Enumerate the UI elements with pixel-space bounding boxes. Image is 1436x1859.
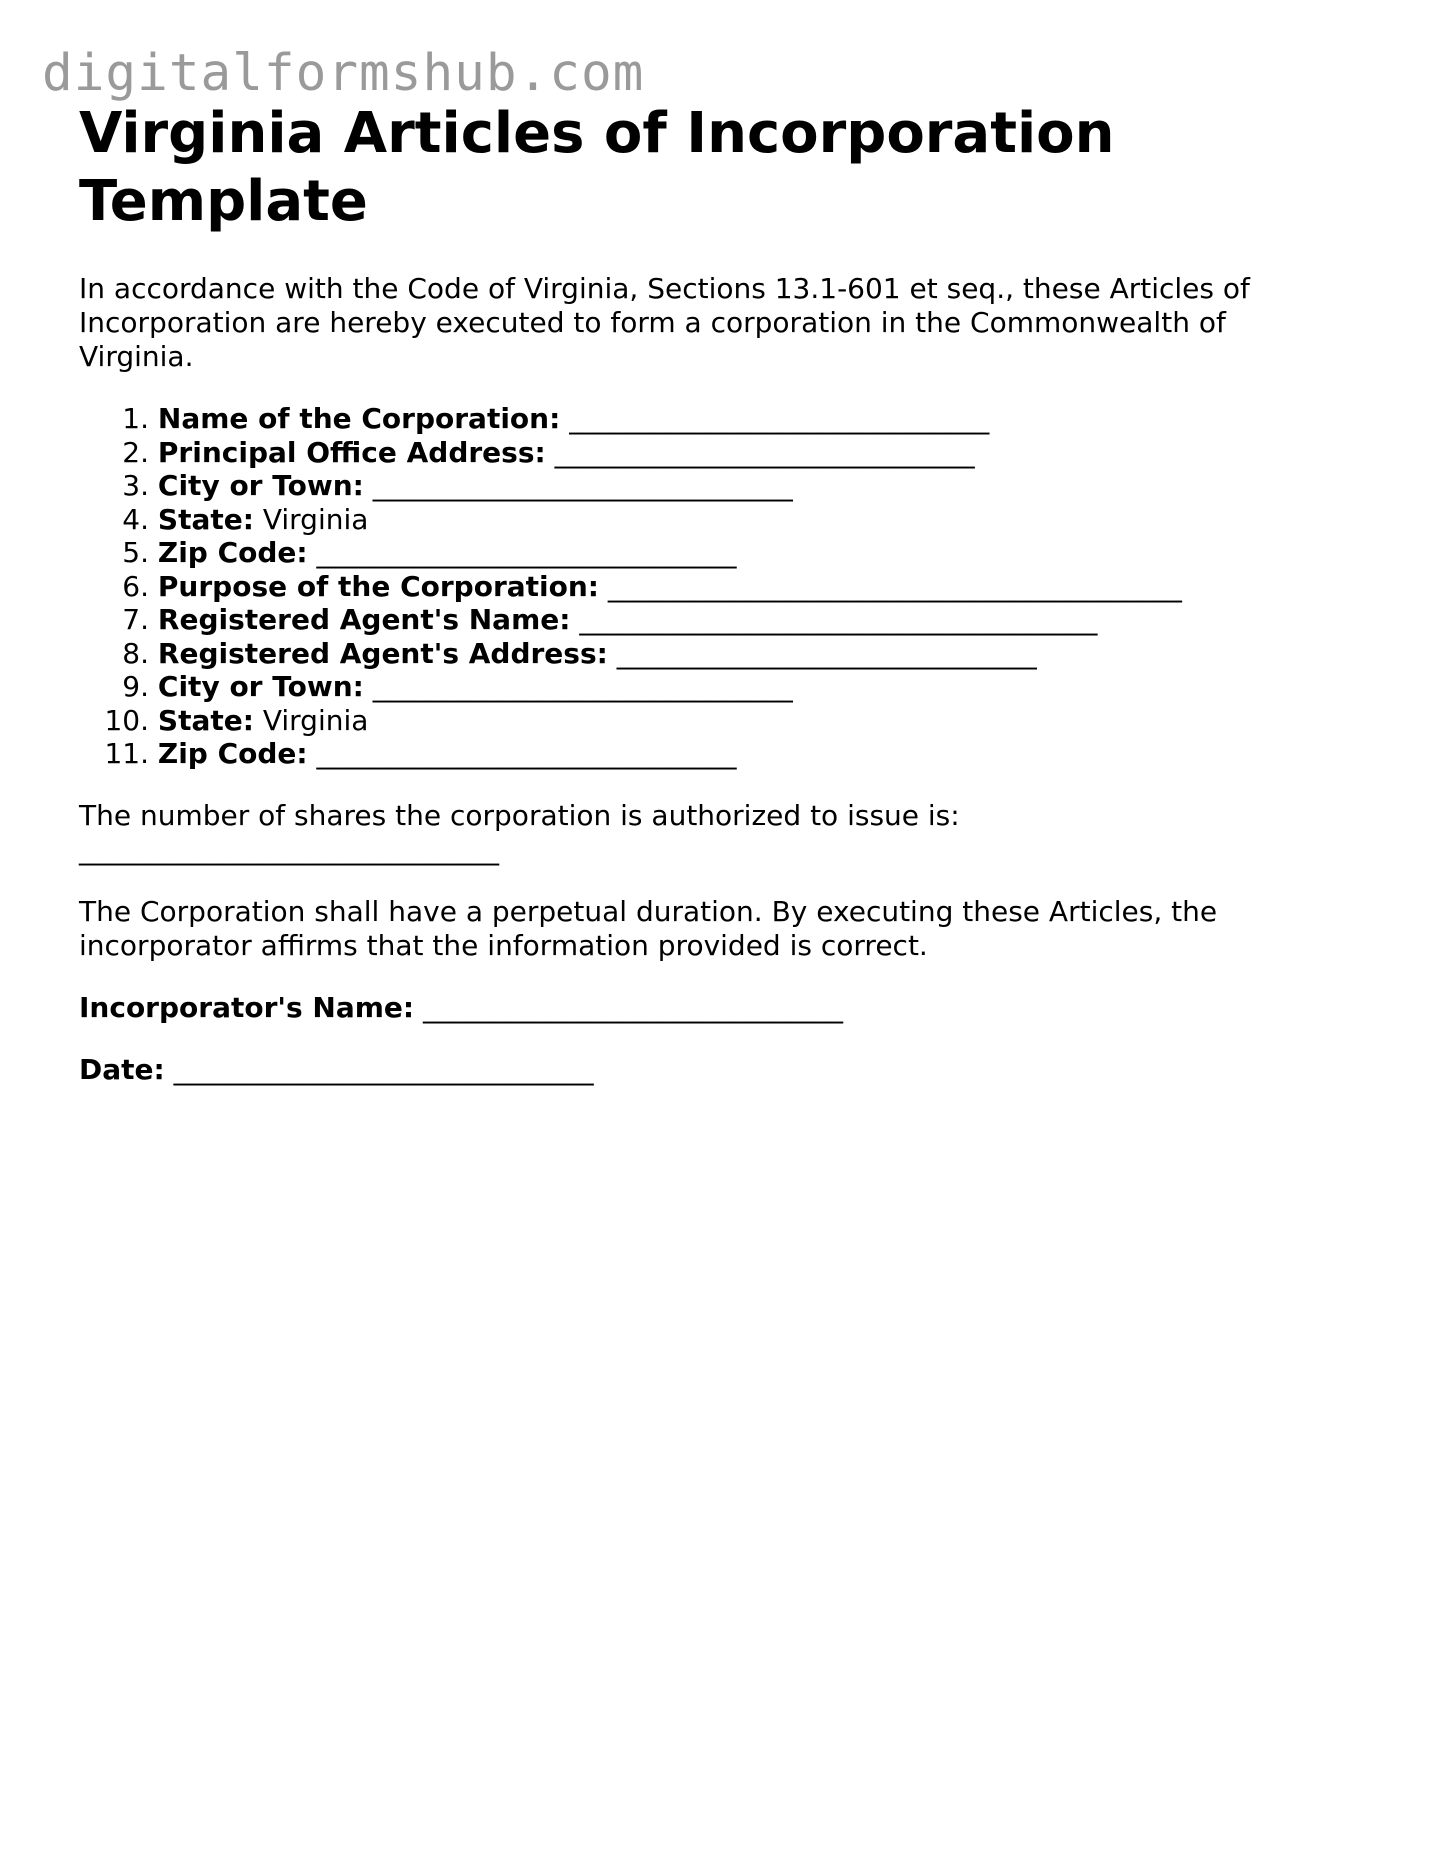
document-body (79, 100, 1379, 1087)
item-number: 1. (122, 402, 149, 435)
shares-blank[interactable]: ______________________________ (79, 832, 499, 866)
field-label: Zip Code: (157, 536, 308, 569)
date-line (79, 1053, 1379, 1087)
list-item (79, 704, 1379, 738)
item-number: 4. (122, 502, 149, 536)
principal-office-blank[interactable]: ______________________________ (554, 435, 975, 469)
field-label: Zip Code: (157, 737, 308, 770)
date-label: Date: (79, 1052, 165, 1086)
item-number: 11. (104, 737, 149, 770)
field-label: Purpose of the Corporation: (157, 569, 600, 603)
purpose-blank[interactable]: _________________________________________ (607, 569, 1182, 603)
item-number: 3. (122, 469, 149, 502)
state-value: Virginia (262, 502, 369, 536)
list-item (79, 637, 1379, 671)
item-number: 10. (104, 703, 149, 737)
date-blank[interactable]: ______________________________ (173, 1052, 594, 1086)
watermark: digitalformshub.com (42, 44, 645, 103)
field-label: State: (157, 703, 254, 737)
corporation-name-blank[interactable]: ______________________________ (569, 402, 990, 435)
agent-address-blank[interactable]: ______________________________ (616, 636, 1037, 670)
item-number: 7. (122, 603, 149, 636)
item-number: 2. (122, 435, 149, 469)
field-label: City or Town: (157, 469, 364, 502)
item-number: 5. (122, 536, 149, 569)
field-label: Name of the Corporation: (157, 402, 561, 435)
agent-state-value: Virginia (262, 703, 369, 737)
list-item (79, 737, 1379, 771)
zip-blank[interactable]: ______________________________ (316, 536, 737, 569)
list-item (79, 469, 1379, 503)
field-label: City or Town: (157, 670, 364, 703)
list-item (79, 603, 1379, 637)
intro-paragraph: In accordance with the Code of Virginia, Sections 13.1-601 et seq., these Articles of Incorporation are hereby executed to form a corporation in the Commonwealth of Virginia. (79, 272, 1250, 373)
field-label: State: (157, 502, 254, 536)
list-item (79, 570, 1379, 604)
list-item (79, 536, 1379, 570)
list-item (79, 670, 1379, 704)
fields-list (79, 402, 1379, 771)
item-number: 6. (122, 569, 149, 603)
shares-paragraph: The number of shares the corporation is authorized to issue is: (79, 798, 960, 832)
item-number: 8. (122, 636, 149, 670)
agent-name-blank[interactable]: _____________________________________ (579, 603, 1098, 636)
city-blank[interactable]: ______________________________ (372, 469, 793, 502)
item-number: 9. (122, 670, 149, 703)
field-label: Registered Agent's Name: (157, 603, 571, 636)
page-title: Virginia Articles of Incorporation Template (79, 101, 1115, 234)
list-item (79, 436, 1379, 470)
field-label: Registered Agent's Address: (157, 636, 608, 670)
list-item (79, 503, 1379, 537)
incorporator-line (79, 991, 1379, 1025)
agent-city-blank[interactable]: ______________________________ (372, 670, 793, 703)
incorporator-blank[interactable]: ______________________________ (423, 990, 843, 1024)
field-label: Principal Office Address: (157, 435, 546, 469)
duration-paragraph: The Corporation shall have a perpetual duration. By executing these Articles, the incorporator affirms that the information provided is correct. (79, 894, 1218, 962)
agent-zip-blank[interactable]: ______________________________ (316, 737, 737, 770)
list-item (79, 402, 1379, 436)
incorporator-label: Incorporator's Name: (79, 990, 415, 1024)
